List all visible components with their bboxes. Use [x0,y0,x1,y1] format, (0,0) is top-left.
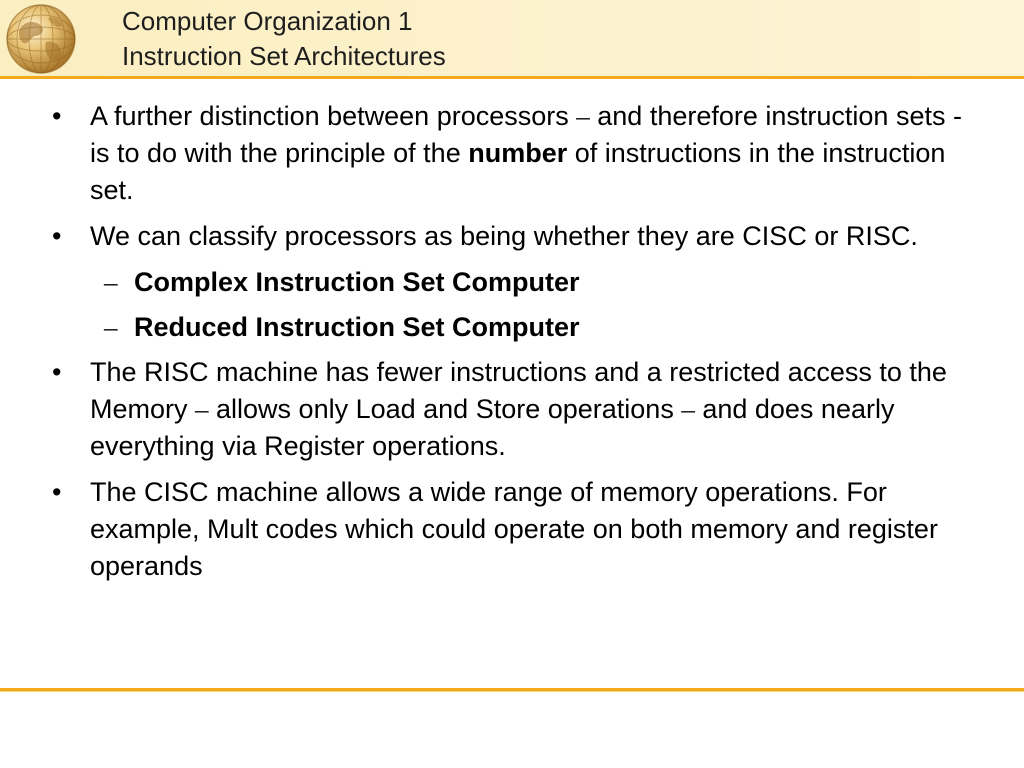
sub-dash: – [104,267,118,297]
bullet-text: The CISC machine allows a wide range of memory operations. For example, Mult codes which could operate on both memory and register operands [90,477,938,581]
en-dash: – [681,394,695,424]
bullet-text: A further distinction between processors [90,101,577,131]
bullet-text: and does nearly everything via Register operations. [90,394,895,461]
en-dash: – [195,394,209,424]
emphasis-number: number [468,138,568,168]
sub-item-risc [48,309,978,346]
bullet-item-classify [48,218,978,255]
slide-title [122,4,1002,74]
globe-icon [4,2,78,76]
title-bar [0,0,1024,76]
bullet-text: of instructions in the instruction set. [90,138,946,205]
header-divider [0,76,1024,79]
sub-item-text: Reduced Instruction Set Computer [134,312,580,342]
bullet-item-risc-machine [48,354,978,465]
title-line-2: Instruction Set Architectures [122,41,446,71]
bullet-item-cisc-machine [48,474,978,585]
sub-item-cisc [48,264,978,301]
bullet-dot: • [52,357,62,387]
bullet-text: allows only Load and Store operations [208,394,682,424]
bullet-dot: • [52,221,62,251]
sub-item-text: Complex Instruction Set Computer [134,267,580,297]
bullet-text: The RISC machine has fewer instructions and a restricted access to the Memory [90,357,947,424]
title-line-1: Computer Organization 1 [122,6,413,36]
bullet-text: We can classify processors as being whether they are CISC or RISC. [90,221,918,251]
bullet-item-distinction [48,98,978,209]
bullet-text: and therefore instruction sets - is to do with the principle of the [90,101,962,168]
bullet-dot: • [52,477,62,507]
sub-dash: – [104,312,118,342]
en-dash: – [576,101,590,131]
bullet-list [48,98,978,594]
footer-divider-shadow [0,691,1024,692]
bullet-dot: • [52,101,62,131]
